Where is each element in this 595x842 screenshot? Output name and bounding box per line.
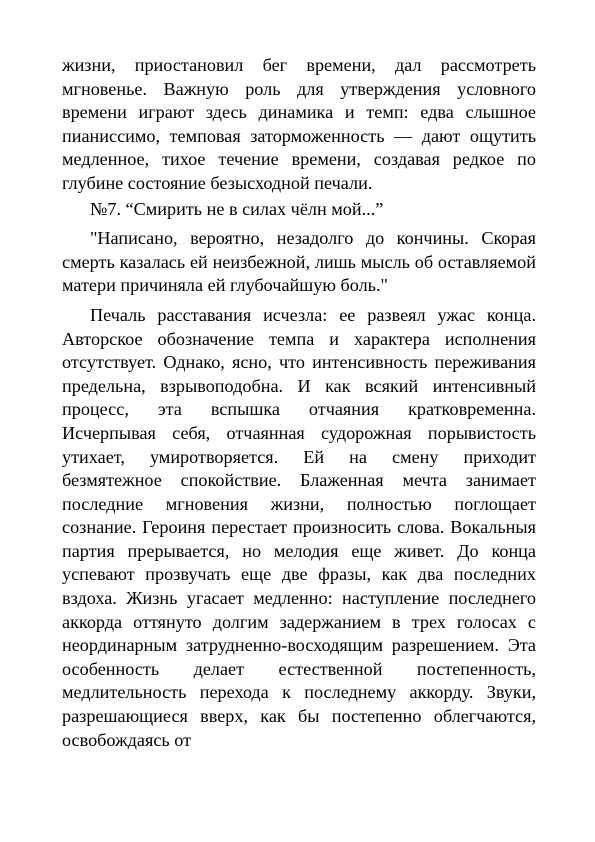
section-heading-no7: №7. “Смирить не в силах чёлн мой...” xyxy=(90,198,384,219)
paragraph-continuation: жизни, приостановил бег времени, дал рассмотреть мгновенье. Важную роль для утверждения условного времени играют здесь динамика и темп: едва слышное пианиссимо, темповая заторможенность — дают ощутить медленное, тихое течение времени, создавая редкое по глубине состояние безысходной печали. xyxy=(62,55,536,193)
quotation-paragraph: "Написано, вероятно, незадолго до кончины. Скорая смерть казалась ей неизбежной, лишь мысль об оставляемой матери причиняла ей глубочайшую боль." xyxy=(62,228,536,296)
analysis-paragraph: Печаль расставания исчезла: ее развеял ужас конца. Авторское обозначение темпа и характера исполнения отсутствует. Однако, ясно, что интенсивность переживания предельна, взрывоподобна. И как всякий интенсивный процесс, эта вспышка отчаяния кратковременна. Исчерпывая себя, отчаянная судорожная порывистость утихает, умиротворяется. Ей на смену приходит безмятежное спокойствие. Блаженная мечта занимает последние мгновения жизни, полностью поглощает сознание. Героиня перестает произносить слова. Вокальныя партия прерывается, но мелодия еще живет. До конца успевают прозвучать еще две фразы, как два последних вздоха. Жизнь угасает медленно: наступление последнего аккорда оттянуто долгим задержанием в трех голосах с неординарным затрудненно-восходящим разрешением. Эта особенность делает естественной постепенность, медлительность перехода к последнему аккорду. Звуки, разрешающиеся вверх, как бы постепенно облегчаются, освобождаясь от xyxy=(62,304,536,750)
document-page xyxy=(62,54,536,752)
